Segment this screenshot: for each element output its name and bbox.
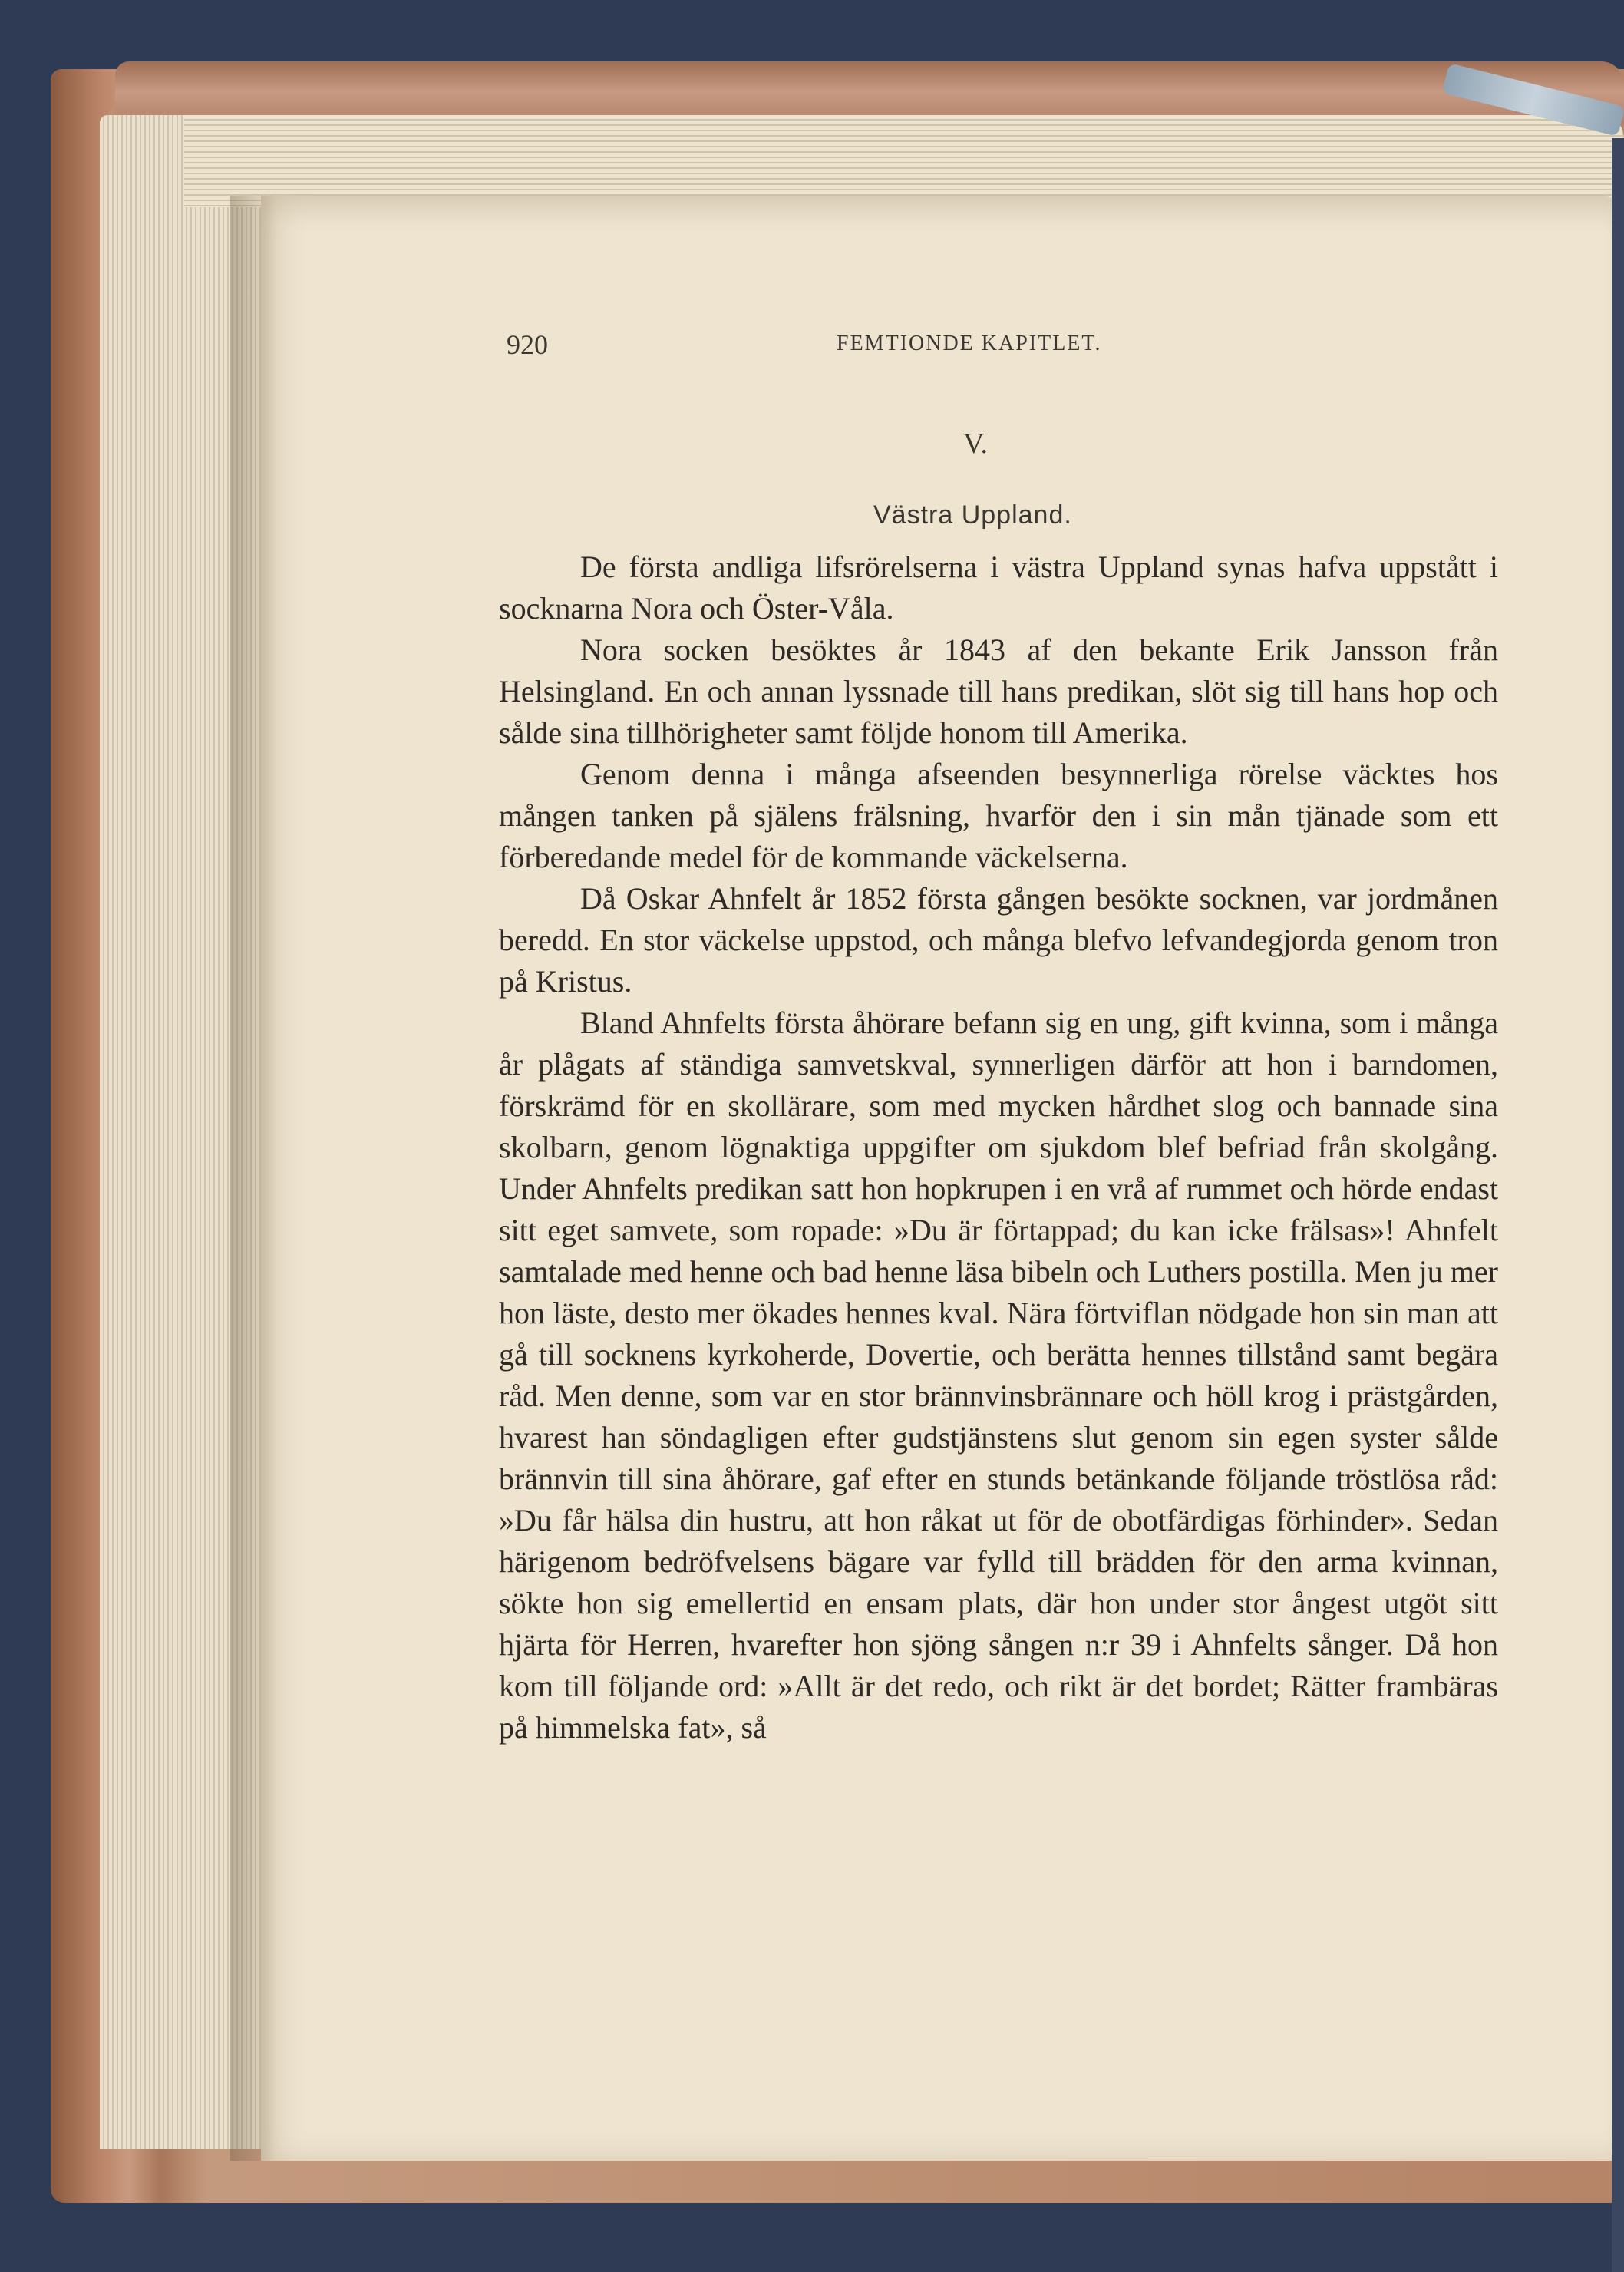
section-title: Västra Uppland. (873, 500, 1072, 530)
paragraph: De första andliga lifsrörelserna i västra Uppland synas hafva uppstått i socknarna Nora och Öster-Våla. (499, 550, 1498, 626)
paragraph: Genom denna i många afseenden besynnerliga rörelse väcktes hos mången tanken på själens frälsning, hvarför den i sin mån tjänade som ett förberedande medel för de kommande väckelserna. (499, 757, 1498, 874)
page-header (507, 329, 1527, 367)
body-text (499, 547, 1498, 1749)
running-head: FEMTIONDE KAPITLET. (837, 332, 1102, 355)
page-edges-top (184, 115, 1624, 207)
paragraph: Nora socken besöktes år 1843 af den bekante Erik Jansson från Helsingland. En och annan lyssnade till hans predikan, slöt sig till hans hop och sålde sina tillhörigheter samt följde honom till Amerika. (499, 632, 1498, 750)
paragraph: Då Oskar Ahnfelt år 1852 första gången besökte socknen, var jordmånen beredd. En stor väckelse uppstod, och många blefvo lefvandegjorda genom tron på Kristus. (499, 881, 1498, 999)
gutter-shadow (230, 196, 276, 2161)
book-cover-top (115, 61, 1624, 123)
paragraph: Bland Ahnfelts första åhörare befann sig en ung, gift kvinna, som i många år plågats af ständiga samvetskval, synnerligen därför att hon i barndomen, förskrämd för en skollärare, som med mycken hårdhet slog och bannade sina skolbarn, genom lögnaktiga uppgifter om sjukdom blef befriad från skolgång. Under Ahnfelts predikan satt hon hopkrupen i en vrå af rummet och hörde endast sitt eget samvete, som ropade: »Du är förtappad; du kan icke frälsas»! Ahnfelt samtalade med henne och bad henne läsa bibeln och Luthers postilla. Men ju mer hon läste, desto mer ökades hennes kval. Nära förtviflan nödgade hon sin man att gå till socknens kyrkoherde, Dovertie, och berätta hennes tillstånd samt begära råd. Men denne, som var en stor brännvinsbrännare och höll krog i prästgården, hvarest han söndagligen efter gudstjänstens slut genom sin egen syster sålde brännvin till sina åhörare, gaf efter en stunds betänkande följande tröstlösa råd: »Du får hälsa din hustru, att hon råkat ut för de obotfärdigas förhinder». Sedan härigenom bedröfvelsens bägare var fylld till brädden för den arma kvinnan, sökte hon sig emellertid en ensam plats, där hon under stor ångest utgöt sitt hjärta för Herren, hvarefter hon sjöng sången n:r 39 i Ahnfelts sånger. Då hon kom till följande ord: »Allt är det redo, och rikt är det bordet; Rätter frambäras på himmelska fat», så (499, 1006, 1498, 1745)
scan-background-edge (1612, 138, 1624, 2272)
page-number: 920 (507, 329, 548, 360)
section-number: V. (963, 428, 989, 460)
